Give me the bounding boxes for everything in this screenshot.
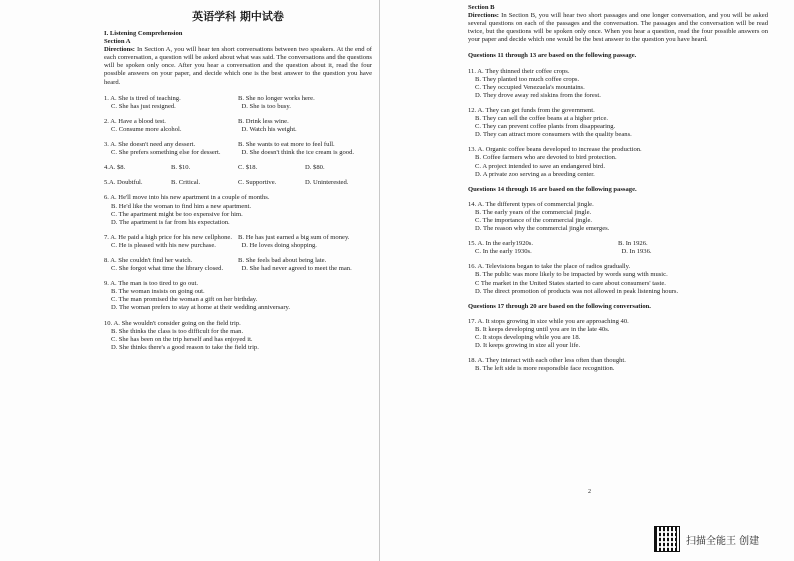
option-d: D. She is too busy. [241, 102, 291, 110]
right-page [468, 4, 768, 380]
option-a: 7. A. He paid a high price for his new cellphone. [104, 233, 233, 241]
section-b-heading: Section B [468, 4, 495, 11]
option-c: C. Consume more alcohol. [111, 125, 182, 133]
option-a: 4.A. $8. [104, 164, 126, 172]
option-d: D. He loves doing shopping. [241, 241, 317, 249]
option-d: D. The woman prefers to stay at home at their wedding anniversary. [111, 304, 291, 312]
group-heading-14-16: Questions 14 through 16 are based on the following passage. [468, 185, 637, 193]
group-heading-17-20: Questions 17 through 20 are based on the following conversation. [468, 302, 651, 310]
question-number: 4. [104, 164, 109, 172]
option-c: C. She has just resigned. [111, 102, 176, 110]
section-a-directions: Directions: In Section A, you will hear ten short conversations between two speakers. At the end of each conversation, a question will be asked about what was said. The conversations and the questions will be spoken only once. After you hear a conversation and the question about it, read the four possible answers on your paper, and decide which one is the best answer to the question you have heard. [104, 46, 372, 86]
question-18: 18. A. They interact with each other less often than thought. B. The left side is more responsible face recognition. [468, 357, 626, 373]
question-1 [104, 95, 372, 111]
question-11: 11. A. They thinned their coffee crops. B. They planted too much coffee crops. C. They occupied Venezuela's mountains. D. They drove away red siskins from the forest. [468, 67, 601, 99]
qr-code-icon [654, 526, 680, 552]
option-c: C. The apartment might be too expensive for him. [111, 210, 243, 218]
question-13: 13. A. Organic coffee beans developed to increase the production. B. Coffee farmers who are devoted to bird protection. C. A project intended to save an endangered bird. D. A private zoo serving as a breeding center. [468, 146, 642, 178]
option-c: C. She prefers something else for dessert. [111, 149, 221, 157]
question-9 [104, 280, 372, 312]
question-16: 16. A. Televisions began to take the place of radios gradually. B. The public was more likely to be impacted by words sung with music. C The market in the United States started to care about consumers' taste. D. The direct promotion of products was not allowed in peak listening hours. [468, 263, 679, 295]
option-b: B. He has just earned a big sum of money. [238, 233, 350, 241]
question-number: 8. [104, 256, 109, 264]
question-7 [104, 234, 372, 250]
question-number: 10. [104, 319, 113, 327]
group-heading-11-13: Questions 11 through 13 are based on the following passage. [468, 52, 637, 60]
option-c: C. She has been on the trip herself and has enjoyed it. [111, 335, 253, 343]
exam-title: 英语学科 期中试卷 [192, 10, 284, 23]
question-17: 17. A. It stops growing in size while you are approaching 40. B. It keeps developing until you are in the late 40s. C. It stops developing while you are 18. D. It keeps growing in size all your life. [468, 317, 629, 350]
option-c: C. He is pleased with his new purchase. [111, 241, 216, 249]
option-b: B. He'd like the woman to find him a new apartment. [111, 202, 251, 210]
option-b: B. Critical. [171, 179, 201, 187]
option-d: D. She doesn't think the ice cream is good. [241, 149, 355, 157]
question-number: 6. [104, 194, 109, 202]
question-number: 7. [104, 233, 109, 241]
left-page [104, 4, 372, 359]
question-number: 3. [104, 141, 109, 149]
option-a: 6. A. He'll move into his new apartment in a couple of months. [104, 194, 270, 202]
option-a: 10. A. She wouldn't consider going on the field trip. [104, 319, 241, 327]
option-a: 5.A. Doubtful. [104, 179, 143, 187]
question-10 [104, 320, 372, 352]
question-3 [104, 141, 372, 157]
question-number: 5. [104, 179, 109, 187]
scanner-watermark [654, 526, 759, 552]
page-fold-line [379, 0, 380, 561]
question-number: 1. [104, 94, 109, 102]
option-b: B. The woman insists on going out. [111, 288, 205, 296]
option-a: 9. A. The man is too tired to go out. [104, 280, 199, 288]
option-c: C. Supportive. [238, 179, 277, 187]
option-b: B. She thinks the class is too difficult for the man. [111, 327, 244, 335]
option-c: C. The man promised the woman a gift on her birthday. [111, 296, 258, 304]
question-2 [104, 118, 372, 134]
question-6 [104, 194, 372, 226]
question-12: 12. A. They can get funds from the government. B. They can sell the coffee beans at a higher price. C. They can prevent coffee plants from disappearing. D. They can attract more consumers with the quality beans. [468, 106, 632, 139]
option-d: D. She had never agreed to meet the man. [241, 265, 352, 273]
question-15: 15. A. In the early1920s. B. In 1926. C. In the early 1930s. D. In 1936. [468, 240, 652, 256]
option-b: B. Drink less wine. [238, 117, 289, 125]
option-a: 2. A. Have a blood test. [104, 117, 166, 125]
option-d: D. She thinks there's a good reason to take the field trip. [111, 343, 259, 351]
option-c: C. She forgot what time the library closed. [111, 265, 224, 273]
option-a: 3. A. She doesn't need any dessert. [104, 141, 196, 149]
part-heading: I. Listening Comprehension [104, 30, 183, 37]
question-number: 2. [104, 117, 109, 125]
page-number: 2 [588, 489, 591, 495]
section-a-heading: Section A [104, 38, 131, 46]
option-d: D. Uninterested. [305, 179, 349, 187]
option-d: D. Watch his weight. [241, 125, 297, 133]
option-d: D. The apartment is far from his expectation. [111, 218, 230, 226]
option-b: B. She feels bad about being late. [238, 256, 327, 264]
scanner-label: 扫描全能王 创建 [686, 535, 760, 547]
option-d: D. $80. [305, 164, 325, 172]
option-b: B. She wants to eat more to feel full. [238, 141, 335, 149]
section-b-directions: Directions: In Section B, you will hear two short passages and one longer conversation, and you will be asked several questions on each of the passages and the conversation. The passages and the conversation will be read twice, but the questions will be spoken only once. When you hear a question, read the four possible answers on your paper and decide which one would be the best answer to the question you have heard. [468, 12, 768, 44]
option-b: B. She no longer works here. [238, 94, 315, 102]
option-c: C. $18. [238, 164, 258, 172]
option-a: 1. A. She is tired of teaching. [104, 94, 181, 102]
question-8 [104, 257, 372, 273]
question-number: 9. [104, 280, 109, 288]
section-a-questions [104, 95, 372, 352]
question-4 [104, 164, 372, 172]
question-14: 14. A. The different types of commercial jingle. B. The early years of the commercial jingle. C. The importance of the commercial jingle. D. The reason why the commercial jingle emerges. [468, 200, 610, 233]
option-b: B. $10. [171, 164, 191, 172]
question-5 [104, 179, 372, 187]
option-a: 8. A. She couldn't find her watch. [104, 256, 193, 264]
